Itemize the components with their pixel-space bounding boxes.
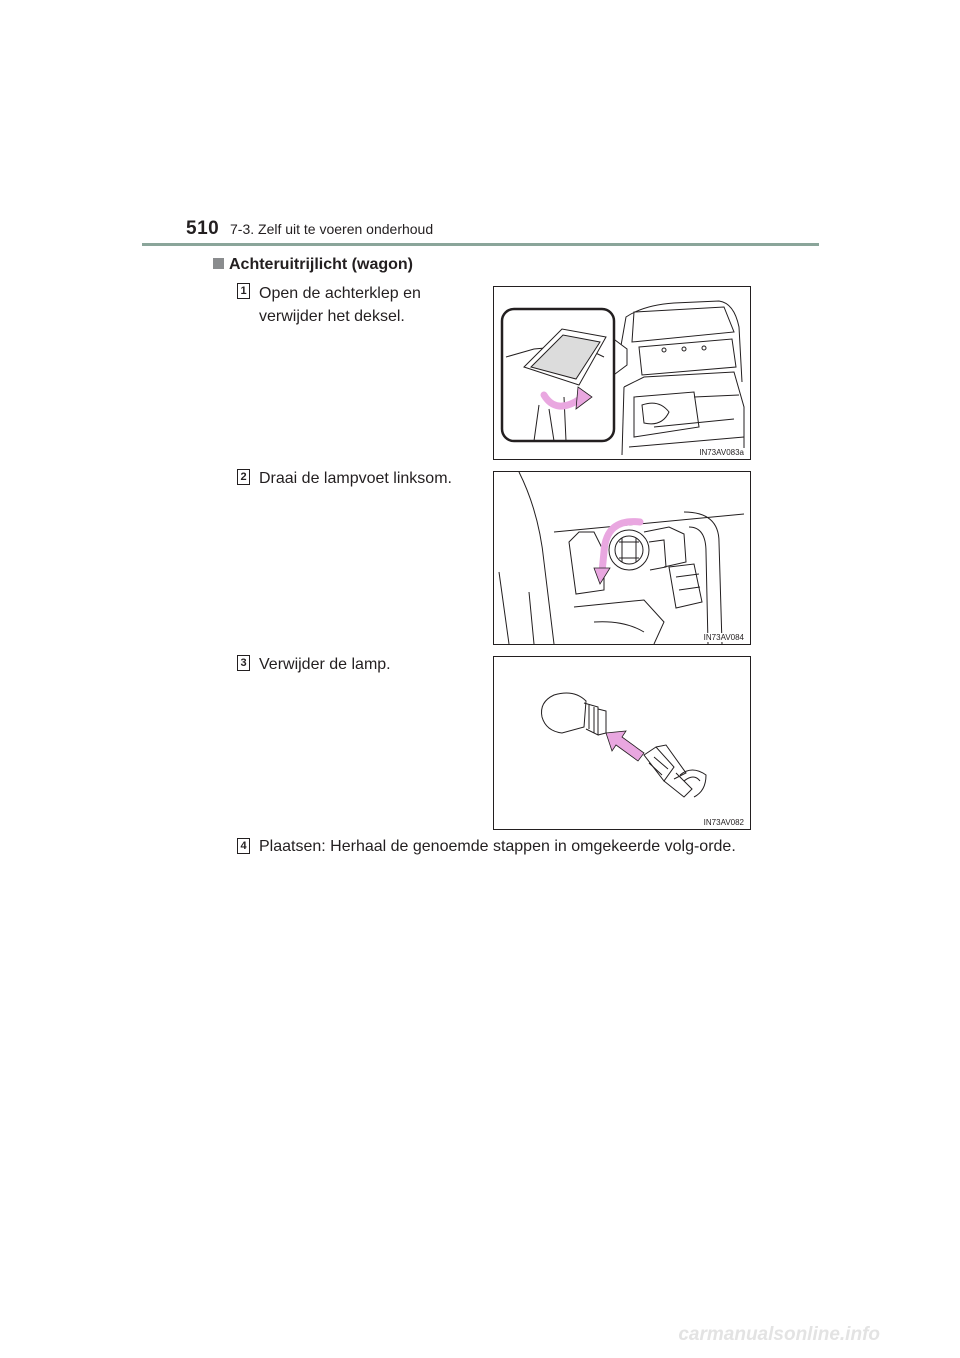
section-title: 7-3. Zelf uit te voeren onderhoud <box>230 221 434 237</box>
step-text: Plaatsen: Herhaal de genoemde stappen in omgekeerde volg-orde. <box>259 838 736 855</box>
figure-bulb-socket <box>493 471 751 645</box>
figure-tailgate-cover <box>493 286 751 460</box>
watermark: carmanualsonline.info <box>678 1324 880 1345</box>
figure-code: IN73AV083a <box>699 448 744 457</box>
tailgate-cover-icon <box>494 287 750 459</box>
step-number-badge: 3 <box>237 655 250 671</box>
bulb-socket-rotate-icon <box>494 472 750 644</box>
heading-text: Achteruitrijlicht (wagon) <box>229 256 413 273</box>
section-heading <box>213 256 413 274</box>
step-text: Verwijder de lamp. <box>259 656 391 673</box>
figure-code: IN73AV082 <box>703 818 744 827</box>
step-number-badge: 4 <box>237 838 250 854</box>
step-text: Open de achterklep en verwijder het deksel. <box>259 285 421 325</box>
page-number: 510 <box>186 218 220 239</box>
figure-bulb-removal <box>493 656 751 830</box>
step-number-badge: 2 <box>237 469 250 485</box>
heading-square-icon <box>213 258 224 269</box>
step-number-badge: 1 <box>237 283 250 299</box>
step-text: Draai de lampvoet linksom. <box>259 470 452 487</box>
figure-code: IN73AV084 <box>703 633 744 642</box>
bulb-removal-icon <box>494 657 750 829</box>
header-divider <box>142 243 819 246</box>
